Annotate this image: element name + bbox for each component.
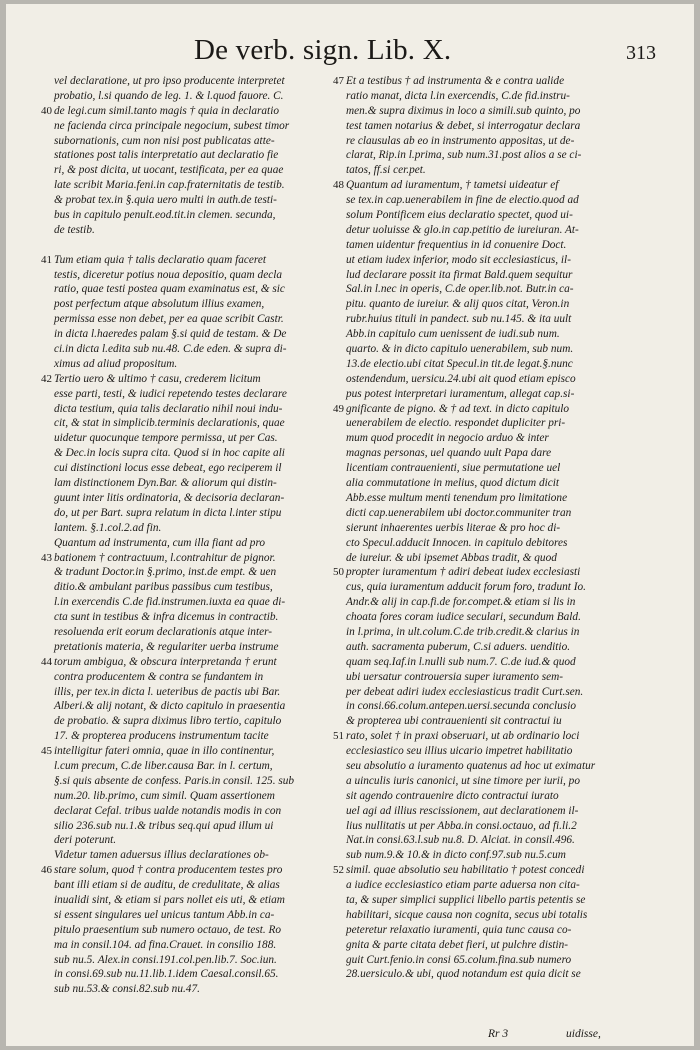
text-line — [346, 833, 636, 848]
line-text: & probat tex.in §.quia uero multi in auth.de testi- — [54, 194, 277, 207]
line-text: re clausulas ab eo in instrumento appositas, ut de- — [346, 134, 575, 147]
line-text: Quantum ad instrumenta, cum illa fiant ad pro — [54, 536, 266, 549]
text-line — [346, 595, 636, 610]
text-line — [54, 833, 334, 848]
text-line — [346, 774, 636, 789]
text-line — [54, 89, 334, 104]
line-text: sierunt inhaerentes uerbis literae & pro hoc di- — [346, 521, 561, 534]
right-column — [333, 74, 636, 982]
text-line — [54, 312, 334, 327]
header — [6, 30, 694, 70]
line-text: quam seq.Iaf.in l.nulli sub num.7. C.de iud.& quod — [346, 655, 576, 668]
line-text: l.in exercendis C.de fid.instrumen.iuxta ea quae di- — [54, 596, 286, 609]
folio-number: 313 — [626, 42, 656, 64]
line-text: ditio.& ambulant paribus passibus cum testibus, — [54, 581, 273, 594]
text-line — [346, 134, 636, 149]
marginal-number: 40 — [41, 104, 52, 117]
text-line — [54, 640, 334, 655]
text-line — [54, 580, 334, 595]
line-text: in dicta l.haeredes palam §.si quid de testam. & De — [54, 328, 287, 341]
line-text: guit Curt.fenio.in consi 65.colum.fina.sub numero — [346, 953, 572, 966]
line-text: stare solum, quod † contra producentem testes pro — [54, 864, 283, 877]
page — [6, 4, 694, 1046]
line-text: & propterea ubi contrauenienti sit contractui iu — [346, 715, 562, 728]
text-line — [54, 774, 334, 789]
line-text: ratio manat, dicta l.in exercendis, C.de fid.instru- — [346, 89, 570, 102]
line-text: pretationis materia, & regulariter uerba instrume — [54, 640, 279, 653]
text-line — [346, 89, 636, 104]
line-text: pus potest interpretari iuramentum, allegat cap.si- — [346, 387, 575, 400]
line-text: Andr.& alij in cap.fi.de for.compet.& etiam si lis in — [346, 596, 576, 609]
line-text: silio 236.sub nu.1.& tribus seq.qui apud illum ui — [54, 819, 274, 832]
text-line — [346, 521, 636, 536]
line-text: bant illi etiam si de auditu, de credulitate, & alias — [54, 879, 280, 892]
text-line — [346, 536, 636, 551]
text-line — [346, 967, 636, 982]
line-text: uel agi ad illius rescissionem, aut declarationem il- — [346, 804, 579, 817]
line-text: de iureiur. & ubi ipsemet Abbas tradit, & quod — [346, 551, 557, 564]
line-text: detur uoluisse & glo.in cap.petitio de iureiuran. At- — [346, 223, 579, 236]
text-line — [54, 327, 334, 342]
text-line — [333, 402, 636, 417]
text-line — [346, 953, 636, 968]
line-text: 13.de electio.ubi citat Specul.in tit.de legat.§.nunc — [346, 357, 573, 370]
line-text: ratio, quae testi postea quam examinatus est, & sic — [54, 283, 285, 296]
text-line — [346, 789, 636, 804]
text-line — [54, 923, 334, 938]
text-line — [346, 580, 636, 595]
marginal-number: 44 — [41, 655, 52, 668]
line-text: habilitari, sicque causa non cognita, secus ubi totalis — [346, 908, 588, 921]
text-line — [333, 74, 636, 89]
text-line — [346, 163, 636, 178]
text-line — [346, 610, 636, 625]
line-text: Videtur tamen aduersus illius declarationes ob- — [54, 849, 269, 862]
line-text: Sal.in l.nec in operis, C.de oper.lib.not. Butr.in ca- — [346, 283, 574, 296]
line-text: de probatio. & supra diximus libro tertio, capitulo — [54, 715, 282, 728]
text-line — [54, 565, 334, 580]
text-line — [54, 282, 334, 297]
text-line — [41, 104, 334, 119]
line-text: lantem. §.1.col.2.ad fin. — [54, 521, 162, 534]
text-line — [346, 416, 636, 431]
line-text: declarat Cefal. tribus ualde notandis modis in con — [54, 804, 282, 817]
marginal-number: 46 — [41, 864, 52, 877]
line-text: de testib. — [54, 223, 95, 236]
line-text: sub nu.53.& consi.82.sub nu.47. — [54, 983, 200, 996]
marginal-number: 52 — [333, 864, 344, 877]
line-text: ri, & post dicita, ut uocant, testificata, per ea quae — [54, 164, 284, 177]
text-line — [346, 104, 636, 119]
line-text: solum Pontificem eius declaratio spectet, quod ui- — [346, 209, 573, 222]
text-line — [54, 357, 334, 372]
line-text: rato, solet † in praxi obseruari, ut ab ordinario loci — [346, 730, 580, 743]
text-line — [54, 74, 334, 89]
text-line — [54, 178, 334, 193]
line-text: bationem † contractuum, l.contrahitur de pignor. — [54, 551, 276, 564]
text-line — [54, 431, 334, 446]
line-text: cui distinctioni locus esse debeat, ego reciperem il — [54, 462, 282, 475]
text-line — [54, 729, 334, 744]
text-line — [333, 178, 636, 193]
marginal-number: 43 — [41, 551, 52, 564]
marginal-number: 49 — [333, 402, 344, 415]
line-text: vel declaratione, ut pro ipso producente interpretet — [54, 75, 285, 87]
line-text: Et a testibus † ad instrumenta & e contra ualide — [346, 75, 565, 87]
line-text: Tum etiam quia † talis declaratio quam faceret — [54, 253, 267, 266]
text-line — [54, 268, 334, 283]
line-text: num.20. lib.primo, cum simil. Quam assertionem — [54, 789, 275, 802]
line-text: a uinculis iuris canonici, ut sine timore per iurii, po — [346, 774, 580, 787]
line-text: de legi.cum simil.tanto magis † quia in declaratio — [54, 104, 279, 117]
text-line — [54, 402, 334, 417]
line-text: 17. & propterea producens instrumentum tacite — [54, 730, 269, 743]
line-text: ci.in dicta l.edita sub nu.48. C.de eden. & supra di- — [54, 343, 287, 356]
text-line — [54, 685, 334, 700]
line-text: ne facienda circa principale negocium, subest timor — [54, 119, 290, 132]
text-line — [346, 625, 636, 640]
text-line — [346, 938, 636, 953]
text-line — [346, 685, 636, 700]
marginal-number: 48 — [333, 179, 344, 192]
text-line — [346, 819, 636, 834]
text-line — [54, 938, 334, 953]
line-text: gnita & parte citata debet fieri, ut pulchre distin- — [346, 938, 569, 951]
text-line — [54, 387, 334, 402]
text-line — [346, 193, 636, 208]
text-line — [346, 506, 636, 521]
line-text: uenerabilem de electio. respondet dupliciter pri- — [346, 417, 566, 430]
text-line — [54, 714, 334, 729]
text-line — [346, 342, 636, 357]
line-text: propter iuramentum † adiri debeat iudex ecclesiasti — [346, 566, 581, 579]
line-text: testis, diceretur potius noua depositio, quam decla — [54, 268, 283, 281]
marginal-number: 41 — [41, 253, 52, 266]
line-text: guunt inter litis ordinatoria, & decisoria declaran- — [54, 491, 285, 504]
line-text: seu absolutio a iuramento quatenus ad hoc ut eximatur — [346, 759, 596, 772]
text-line — [41, 744, 334, 759]
text-line — [54, 208, 334, 223]
text-line — [41, 551, 334, 566]
line-text: cit, & stat in simplicib.terminis declarationis, quae — [54, 417, 285, 430]
line-text: torum ambigua, & obscura interpretanda † erunt — [54, 655, 277, 668]
text-line — [346, 357, 636, 372]
text-line — [346, 327, 636, 342]
line-text: sit agendo contrauenire dicto contractui iurato — [346, 789, 559, 802]
line-text: ta, & super simplici supplici libello partis petentis se — [346, 893, 586, 906]
text-line — [54, 967, 334, 982]
line-text: esse parti, testi, & iudici repetendo testes declarare — [54, 387, 287, 400]
line-text: bus in capitulo penult.eod.tit.in clemen. secunda, — [54, 209, 276, 222]
text-line — [333, 863, 636, 878]
text-line — [54, 819, 334, 834]
text-line — [54, 416, 334, 431]
line-text: Abb.in capitulo cum uenissent de iudi.sub num. — [346, 328, 560, 341]
text-line — [346, 640, 636, 655]
text-line — [54, 804, 334, 819]
text-line — [41, 253, 334, 268]
text-line — [54, 982, 334, 997]
text-line — [346, 714, 636, 729]
line-text: pitu. quanto de iureiur. & alij quos citat, Veron.in — [346, 298, 570, 311]
line-text: Abb.esse multum menti tenendum pro limitatione — [346, 491, 568, 504]
line-text: late scribit Maria.feni.in cap.fraternitatis de testib. — [54, 179, 285, 192]
marginal-number: 42 — [41, 372, 52, 385]
line-text: tamen uidentur frequentius in id conuenire Doct. — [346, 238, 567, 251]
left-column — [41, 74, 334, 997]
line-text: lam distinctionem Dyn.Bar. & aliorum qui distin- — [54, 477, 277, 490]
text-line — [54, 953, 334, 968]
text-line — [54, 908, 334, 923]
text-line — [54, 521, 334, 536]
line-text: quarto. & in dicto capitulo uenerabilem, sub num. — [346, 343, 574, 356]
text-line — [54, 506, 334, 521]
text-line — [346, 297, 636, 312]
text-line — [346, 372, 636, 387]
line-text: cta sunt in testibus & infra dicemus in contractib. — [54, 611, 279, 624]
line-text: do, ut per Bart. supra relatum in dicta l.inter stipu — [54, 506, 282, 519]
line-text: licentiam contrauenienti, siue permutatione uel — [346, 462, 561, 475]
line-text: resoluenda erit eorum declarationis atque inter- — [54, 625, 273, 638]
line-text: pitulo praesentium sub numero octauo, de test. Ro — [54, 923, 282, 936]
text-line — [346, 848, 636, 863]
text-line — [54, 461, 334, 476]
text-line — [346, 670, 636, 685]
text-line — [54, 595, 334, 610]
line-text: contra producentem & contra se fundantem in — [54, 670, 264, 683]
text-line — [54, 297, 334, 312]
signature-mark: Rr 3 — [488, 1028, 509, 1040]
line-text: dicta testium, quia talis declaratio nihil noui indu- — [54, 402, 283, 415]
line-text: subornationis, cum non nisi post publicatas atte- — [54, 134, 275, 147]
line-text: in consi.69.sub nu.11.lib.1.idem Caesal.consil.65. — [54, 968, 279, 981]
line-text: ma in consil.104. ad fina.Crauet. in consilio 188. — [54, 938, 277, 951]
line-text: Quantum ad iuramentum, † tametsi uideatur ef — [346, 179, 559, 192]
text-line — [54, 625, 334, 640]
line-text: sub nu.5. Alex.in consi.191.col.pen.lib.7. Soc.iun. — [54, 953, 277, 966]
line-text: per debeat adiri iudex ecclesiasticus tradit Curt.sen. — [346, 685, 584, 698]
line-text: ximus ad aliud propositum. — [54, 357, 178, 370]
text-line — [41, 655, 334, 670]
line-text: si essent singulares uel unicus tantum Abb.in ca- — [54, 908, 275, 921]
text-line — [346, 655, 636, 670]
text-line — [41, 372, 334, 387]
text-line — [54, 163, 334, 178]
line-text: ut etiam iudex inferior, modo sit ecclesiasticus, il- — [346, 253, 571, 266]
line-text: alia commutatione in melius, quod dictum dicit — [346, 477, 560, 490]
text-line — [346, 878, 636, 893]
line-text: mum quod procedit in negocio arduo & inter — [346, 432, 549, 445]
text-line — [54, 119, 334, 134]
line-text: dicti cap.uenerabilem ubi doctor.communiter tran — [346, 506, 572, 519]
text-line — [346, 446, 636, 461]
text-line — [346, 759, 636, 774]
marginal-number: 47 — [333, 75, 344, 87]
line-text: test tamen notarius & debet, si interrogatur declara — [346, 119, 581, 132]
text-line — [54, 699, 334, 714]
text-line — [346, 744, 636, 759]
text-line — [346, 923, 636, 938]
line-text: uidetur quocunque tempore permissa, ut per Cas. — [54, 432, 278, 445]
text-line — [41, 863, 334, 878]
text-line — [54, 134, 334, 149]
line-text: inualidi sint, & etiam si pars nollet eis uti, & etiam — [54, 893, 285, 906]
text-line — [54, 610, 334, 625]
line-text: peteretur relaxatio iuramenti, quia tunc causa co- — [346, 923, 572, 936]
line-text: Alberi.& alij notant, & dicto capitulo in praesentia — [54, 700, 286, 713]
text-line — [346, 119, 636, 134]
line-text: Tertio uero & ultimo † casu, crederem licitum — [54, 372, 261, 385]
line-text: men.& supra diximus in loco a simili.sub quinto, po — [346, 104, 581, 117]
text-line — [54, 446, 334, 461]
line-text: choata fores coram iudice seculari, secundum Bald. — [346, 611, 581, 624]
text-line — [346, 908, 636, 923]
text-line — [333, 565, 636, 580]
text-line — [54, 491, 334, 506]
text-line — [346, 893, 636, 908]
line-text: cus, quia iuramentum adducit forum foro, tradunt Io. — [346, 581, 586, 594]
line-text: ecclesiastico seu illius uicario impetret habilitatio — [346, 745, 573, 758]
line-text: & tradunt Doctor.in §.primo, inst.de empt. & uen — [54, 566, 277, 579]
line-text: permissa esse non debet, per ea quae scribit Castr. — [54, 313, 284, 326]
text-line — [346, 387, 636, 402]
text-line — [54, 670, 334, 685]
text-line — [54, 476, 334, 491]
text-line — [346, 491, 636, 506]
line-text: cto Specul.adducit Innocen. in capitulo debitores — [346, 536, 568, 549]
line-text: ostendendum, uersicu.24.ubi ait quod etiam episco — [346, 372, 576, 385]
text-line — [54, 193, 334, 208]
text-line — [346, 223, 636, 238]
marginal-number: 51 — [333, 730, 344, 743]
text-line — [54, 878, 334, 893]
line-text: se tex.in cap.uenerabilem in fine de electio.quod ad — [346, 194, 579, 207]
text-line — [54, 789, 334, 804]
line-text: lud declarare possit ita firmat Bald.quem sequitur — [346, 268, 573, 281]
line-text: a iudice ecclesiastico etiam parte aduersa non cita- — [346, 879, 580, 892]
text-line — [346, 804, 636, 819]
catchword: uidisse, — [566, 1028, 601, 1040]
line-text: post perfectum atque absolutum illius examen, — [54, 298, 265, 311]
line-text: in consi.66.colum.antepen.uersi.secunda conclusio — [346, 700, 576, 713]
line-text: deri poterunt. — [54, 834, 117, 847]
line-text: auth. sacramenta puberum, C.si aduers. uenditio. — [346, 640, 571, 653]
line-text: intelligitur fateri omnia, quae in illo continentur, — [54, 745, 275, 758]
line-text: simil. quae absolutio seu habilitatio † potest concedi — [346, 864, 585, 877]
line-text: l.cum precum, C.de liber.causa Bar. in l. certum, — [54, 759, 273, 772]
text-line — [54, 223, 334, 238]
text-line — [346, 312, 636, 327]
text-line — [346, 551, 636, 566]
line-text: 28.uersiculo.& ubi, quod notandum est quia dicit se — [346, 968, 581, 981]
marginal-number: 45 — [41, 745, 52, 758]
text-line — [346, 461, 636, 476]
line-text: probatio, l.si quando de leg. 1. & l.quod fauore. C. — [54, 89, 284, 102]
line-text: ubi uersatur controuersia super iuramento sem- — [346, 670, 564, 683]
running-head: De verb. sign. Lib. X. — [194, 34, 452, 66]
text-line — [346, 148, 636, 163]
line-text: clarat, Rip.in l.prima, sub num.31.post alios a se ci- — [346, 149, 582, 162]
line-text: sub num.9.& 10.& in dicto conf.97.sub nu.5.cum — [346, 849, 566, 862]
text-line — [333, 729, 636, 744]
text-line — [346, 268, 636, 283]
line-text: stationes post talis interpretatio aut declaratio fie — [54, 149, 279, 162]
text-line — [54, 536, 334, 551]
text-line — [54, 342, 334, 357]
line-text: gnificante de pigno. & † ad text. in dicto capitulo — [346, 402, 570, 415]
text-line — [346, 253, 636, 268]
text-line — [54, 238, 334, 253]
line-text: Nat.in consi.63.l.sub nu.8. D. Alciat. in consil.496. — [346, 834, 575, 847]
text-line — [346, 699, 636, 714]
marginal-number: 50 — [333, 566, 344, 579]
text-line — [346, 431, 636, 446]
line-text: illis, per tex.in dicta l. ueteribus de pactis ubi Bar. — [54, 685, 281, 698]
line-text: in l.prima, in ult.colum.C.de trib.credit.& clarius in — [346, 625, 580, 638]
text-line — [346, 282, 636, 297]
text-line — [54, 893, 334, 908]
line-text: rubr.huius tituli in pandect. sub nu.145. & ita uult — [346, 313, 572, 326]
text-line — [346, 476, 636, 491]
text-line — [346, 208, 636, 223]
line-text: §.si quis absente de confess. Paris.in consil. 125. sub — [54, 774, 295, 787]
line-text: magnas personas, uel quando uult Papa dare — [346, 447, 552, 460]
line-text: lius nullitatis ut per Abba.in consi.octauo, ad fi.li.2 — [346, 819, 577, 832]
line-text: & Dec.in locis supra cita. Quod si in hoc capite ali — [54, 447, 285, 460]
text-line — [54, 848, 334, 863]
line-text: tatos, ff.si cer.pet. — [346, 164, 426, 177]
text-line — [54, 759, 334, 774]
text-line — [346, 238, 636, 253]
text-line — [54, 148, 334, 163]
